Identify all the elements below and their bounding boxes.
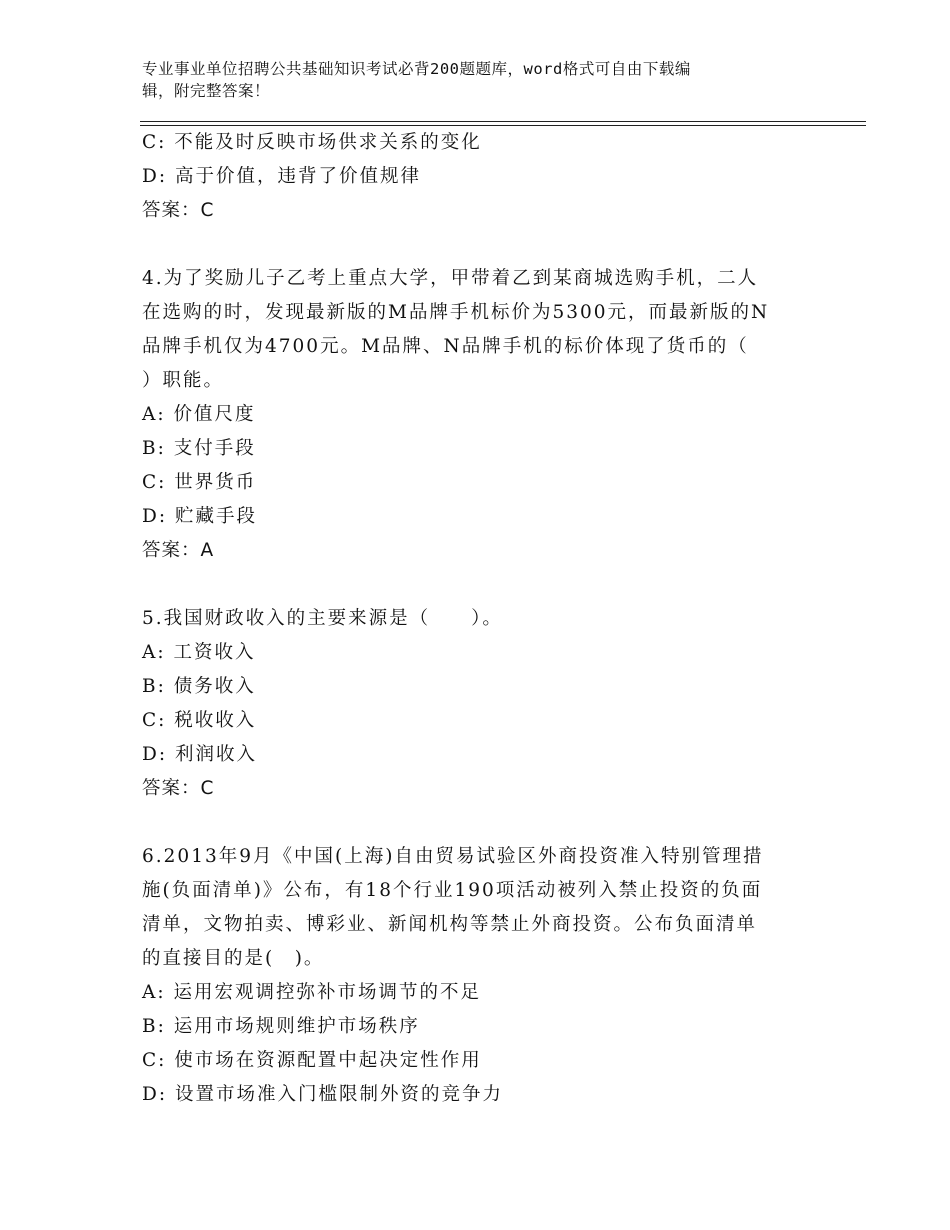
option-a: A: 运用宏观调控弥补市场调节的不足 [142, 982, 481, 1003]
question-stem-line: 的直接目的是( )。 [142, 948, 325, 969]
answer-line: 答案：A [142, 540, 215, 561]
question-stem-line: 清单，文物拍卖、博彩业、新闻机构等禁止外商投资。公布负面清单 [142, 914, 758, 935]
option-b: B: 支付手段 [142, 438, 256, 459]
question-stem-line: 品牌手机仅为4700元。M品牌、N品牌手机的标价体现了货币的（ [142, 336, 749, 357]
spacer [142, 806, 812, 840]
header-rule-top [140, 121, 866, 122]
answer-line: 答案：C [142, 200, 215, 221]
question-stem-line: ）职能。 [142, 370, 225, 391]
question-5 [142, 602, 812, 806]
prev-question-options [142, 126, 812, 194]
option-c: C: 世界货币 [142, 472, 257, 493]
answer-line: 答案：C [142, 778, 215, 799]
option-c: C: 税收收入 [142, 710, 257, 731]
question-4 [142, 262, 812, 568]
option-a: A: 价值尺度 [142, 404, 256, 425]
question-6 [142, 840, 812, 1112]
option-c: C: 不能及时反映市场供求关系的变化 [142, 132, 482, 153]
document-header [142, 58, 792, 102]
spacer [142, 568, 812, 602]
option-b: B: 运用市场规则维护市场秩序 [142, 1016, 420, 1037]
question-content [142, 126, 812, 1112]
option-d: D: 利润收入 [142, 744, 257, 765]
question-stem-line: 在选购的时，发现最新版的M品牌手机标价为5300元，而最新版的N [142, 302, 770, 323]
spacer [142, 228, 812, 262]
question-stem-line: 施(负面清单)》公布，有18个行业190项活动被列入禁止投资的负面 [142, 880, 763, 901]
option-d: D: 贮藏手段 [142, 506, 257, 527]
option-d: D: 设置市场准入门槛限制外资的竞争力 [142, 1084, 503, 1105]
option-a: A: 工资收入 [142, 642, 256, 663]
header-line-2: 辑，附完整答案！ [142, 82, 271, 100]
option-c: C: 使市场在资源配置中起决定性作用 [142, 1050, 482, 1071]
header-line-1: 专业事业单位招聘公共基础知识考试必背200题题库，word格式可自由下载编 [142, 60, 691, 78]
option-d: D: 高于价值，违背了价值规律 [142, 166, 421, 187]
question-stem-line: 4.为了奖励儿子乙考上重点大学，甲带着乙到某商城选购手机，二人 [142, 268, 759, 289]
question-stem-line: 5.我国财政收入的主要来源是（ ）。 [142, 608, 503, 629]
question-stem-line: 6.2013年9月《中国(上海)自由贸易试验区外商投资准入特别管理措 [142, 846, 764, 867]
option-b: B: 债务收入 [142, 676, 256, 697]
